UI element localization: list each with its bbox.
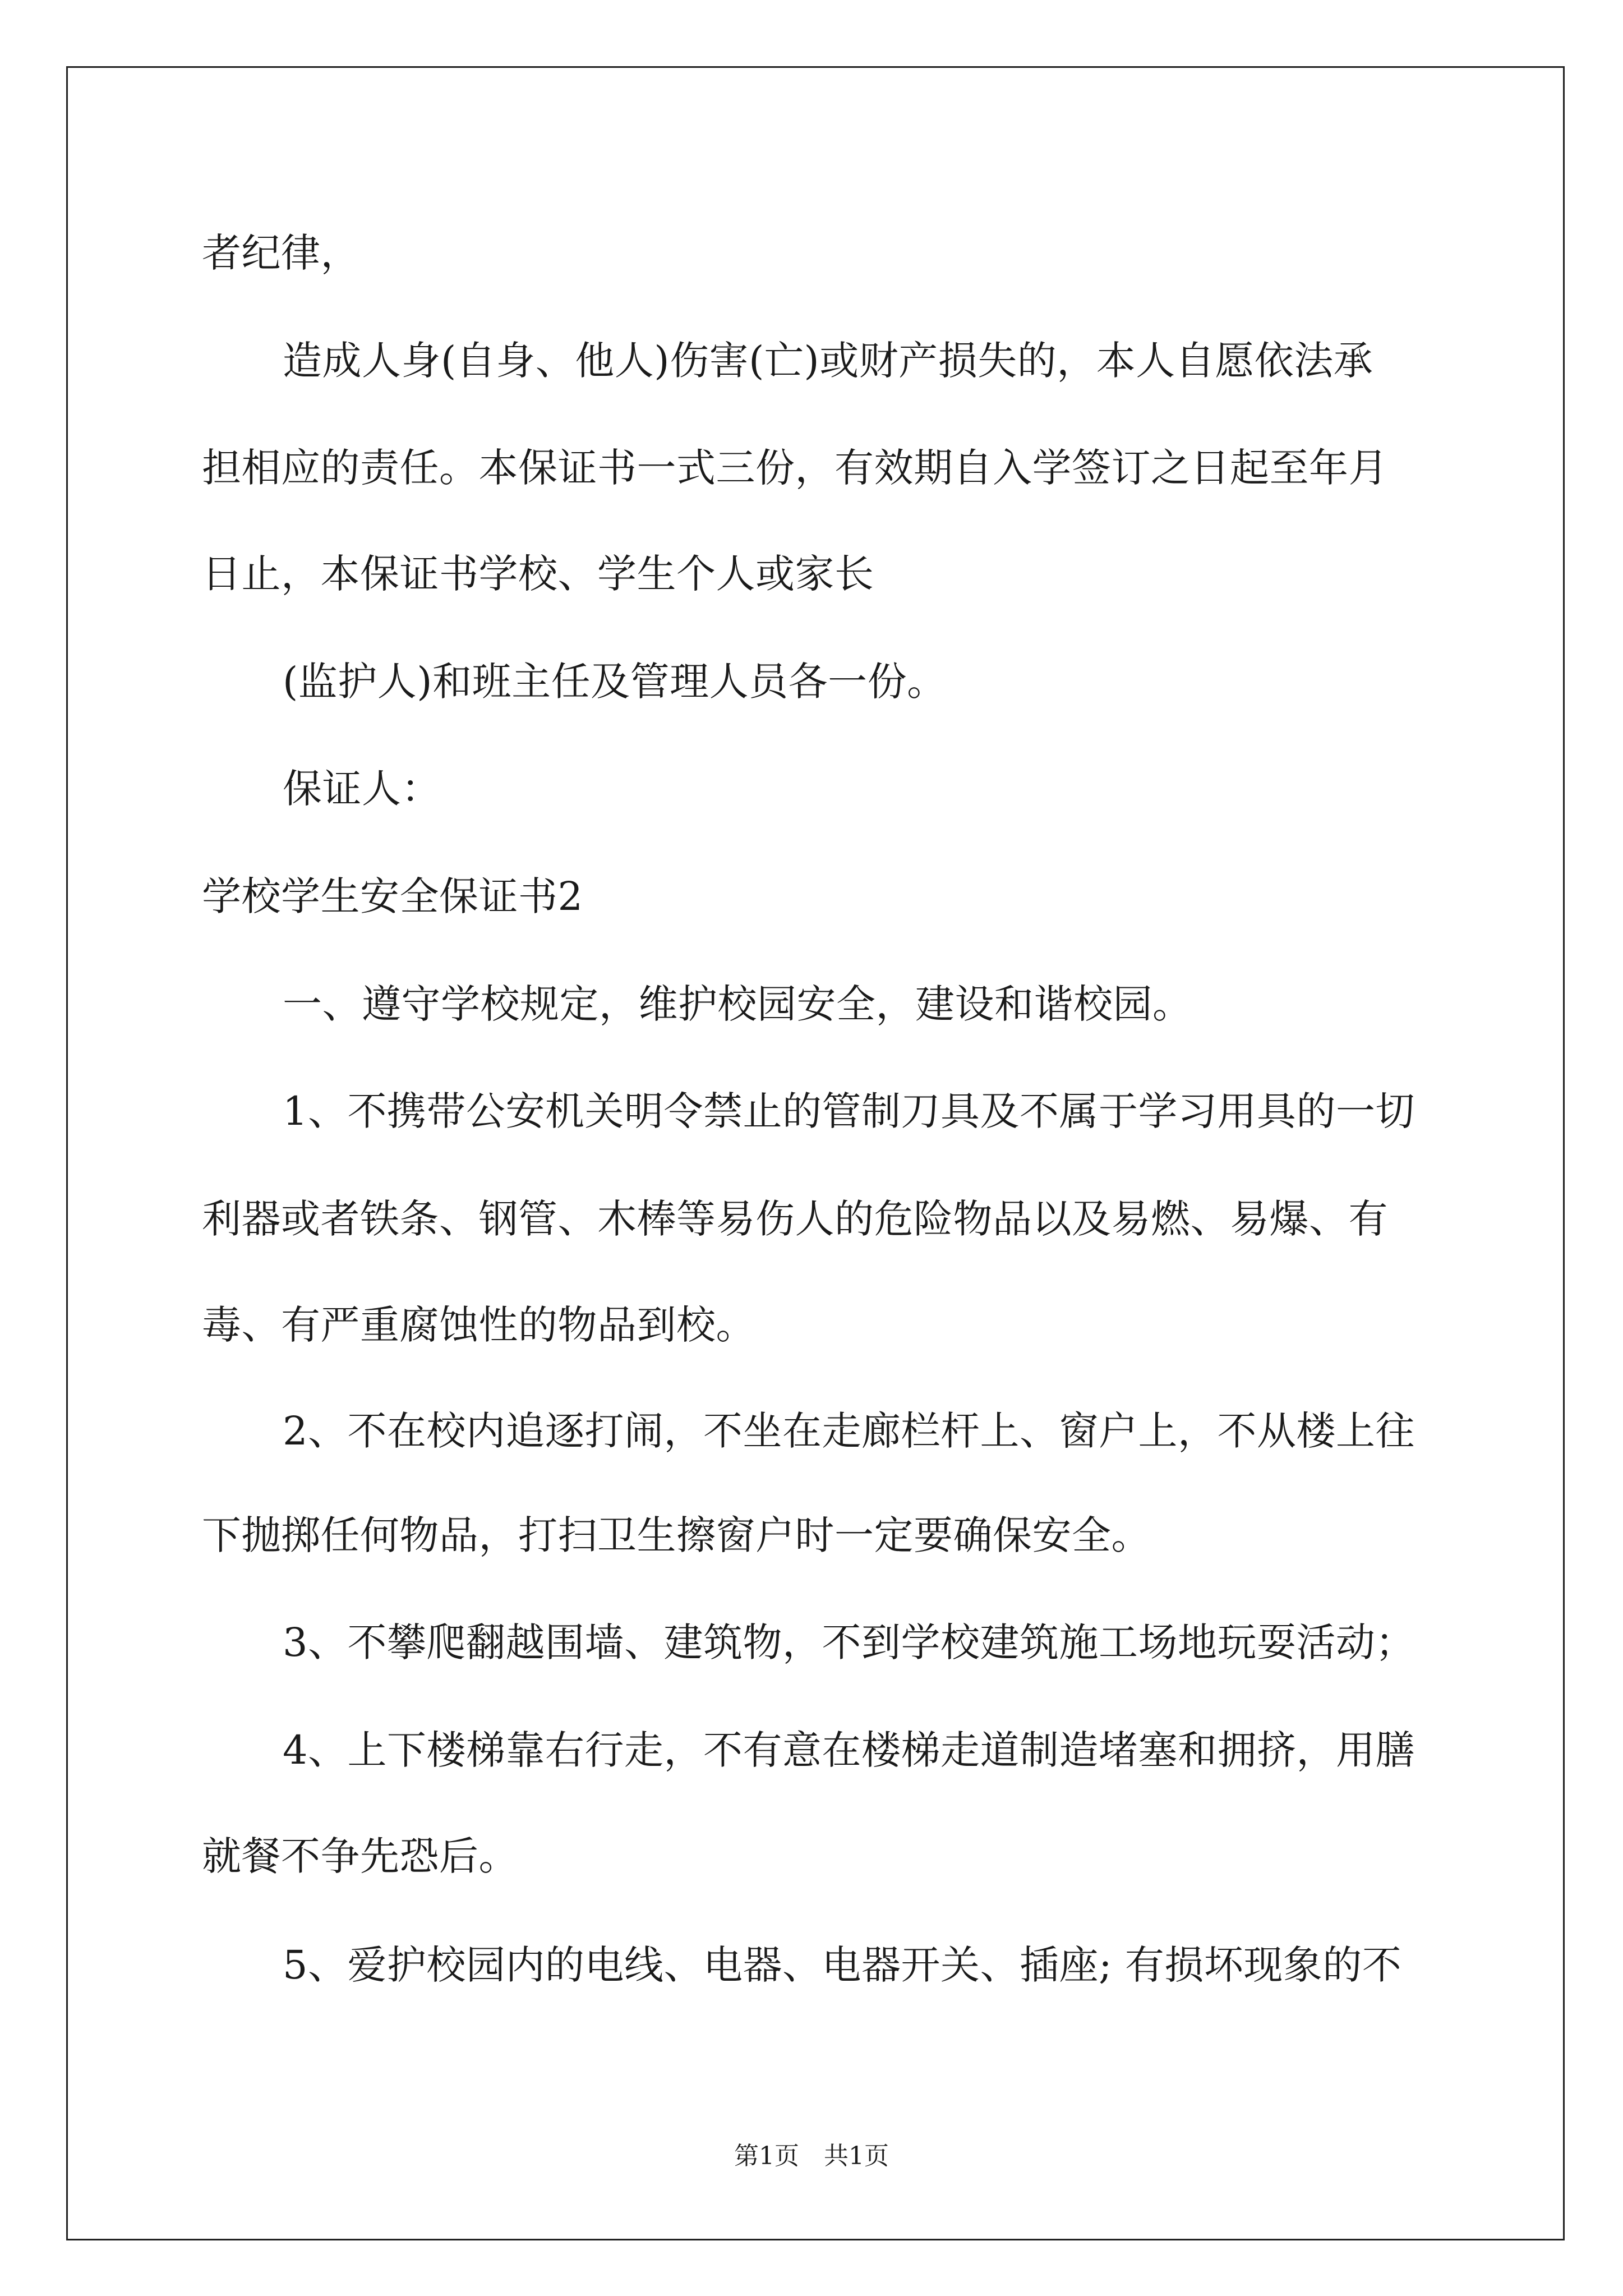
paragraph-line: 造成人身(自身、他人)伤害(亡)或财产损失的，本人自愿依法承 <box>283 338 1373 384</box>
list-item-5: 5、爱护校园内的电线、电器、电器开关、插座; 有损坏现象的不 <box>283 1942 1402 1988</box>
signature-label: 保证人： <box>283 766 441 812</box>
list-item-4: 4、上下楼梯靠右行走，不有意在楼梯走道制造堵塞和拥挤，用膳 <box>283 1727 1415 1773</box>
text-line: 利器或者铁条、钢管、木棒等易伤人的危险物品以及易燃、易爆、有 <box>202 1196 1388 1242</box>
text-line: 就餐不争先恐后。 <box>202 1833 518 1879</box>
list-item-1: 1、不携带公安机关明令禁止的管制刀具及不属于学习用具的一切 <box>283 1088 1415 1134</box>
text-line: 日止，本保证书学校、学生个人或家长 <box>202 551 874 597</box>
list-item-2: 2、不在校内追逐打闹，不坐在走廊栏杆上、窗户上，不从楼上往 <box>283 1408 1415 1454</box>
page-border <box>66 66 1565 2240</box>
list-item-3: 3、不攀爬翻越围墙、建筑物，不到学校建筑施工场地玩耍活动； <box>283 1619 1415 1665</box>
section-heading: 一、遵守学校规定，维护校园安全，建设和谐校园。 <box>283 981 1192 1027</box>
paragraph-line: (监护人)和班主任及管理人员各一份。 <box>283 659 947 705</box>
page-footer: 第1页 共1页 <box>734 2142 889 2170</box>
section-title: 学校学生安全保证书2 <box>202 873 583 919</box>
text-line: 担相应的责任。本保证书一式三份，有效期自入学签订之日起至年月 <box>202 445 1388 491</box>
text-line: 毒、有严重腐蚀性的物品到校。 <box>202 1302 755 1348</box>
text-line: 下抛掷任何物品，打扫卫生擦窗户时一定要确保安全。 <box>202 1512 1151 1558</box>
text-line: 者纪律， <box>202 230 360 276</box>
